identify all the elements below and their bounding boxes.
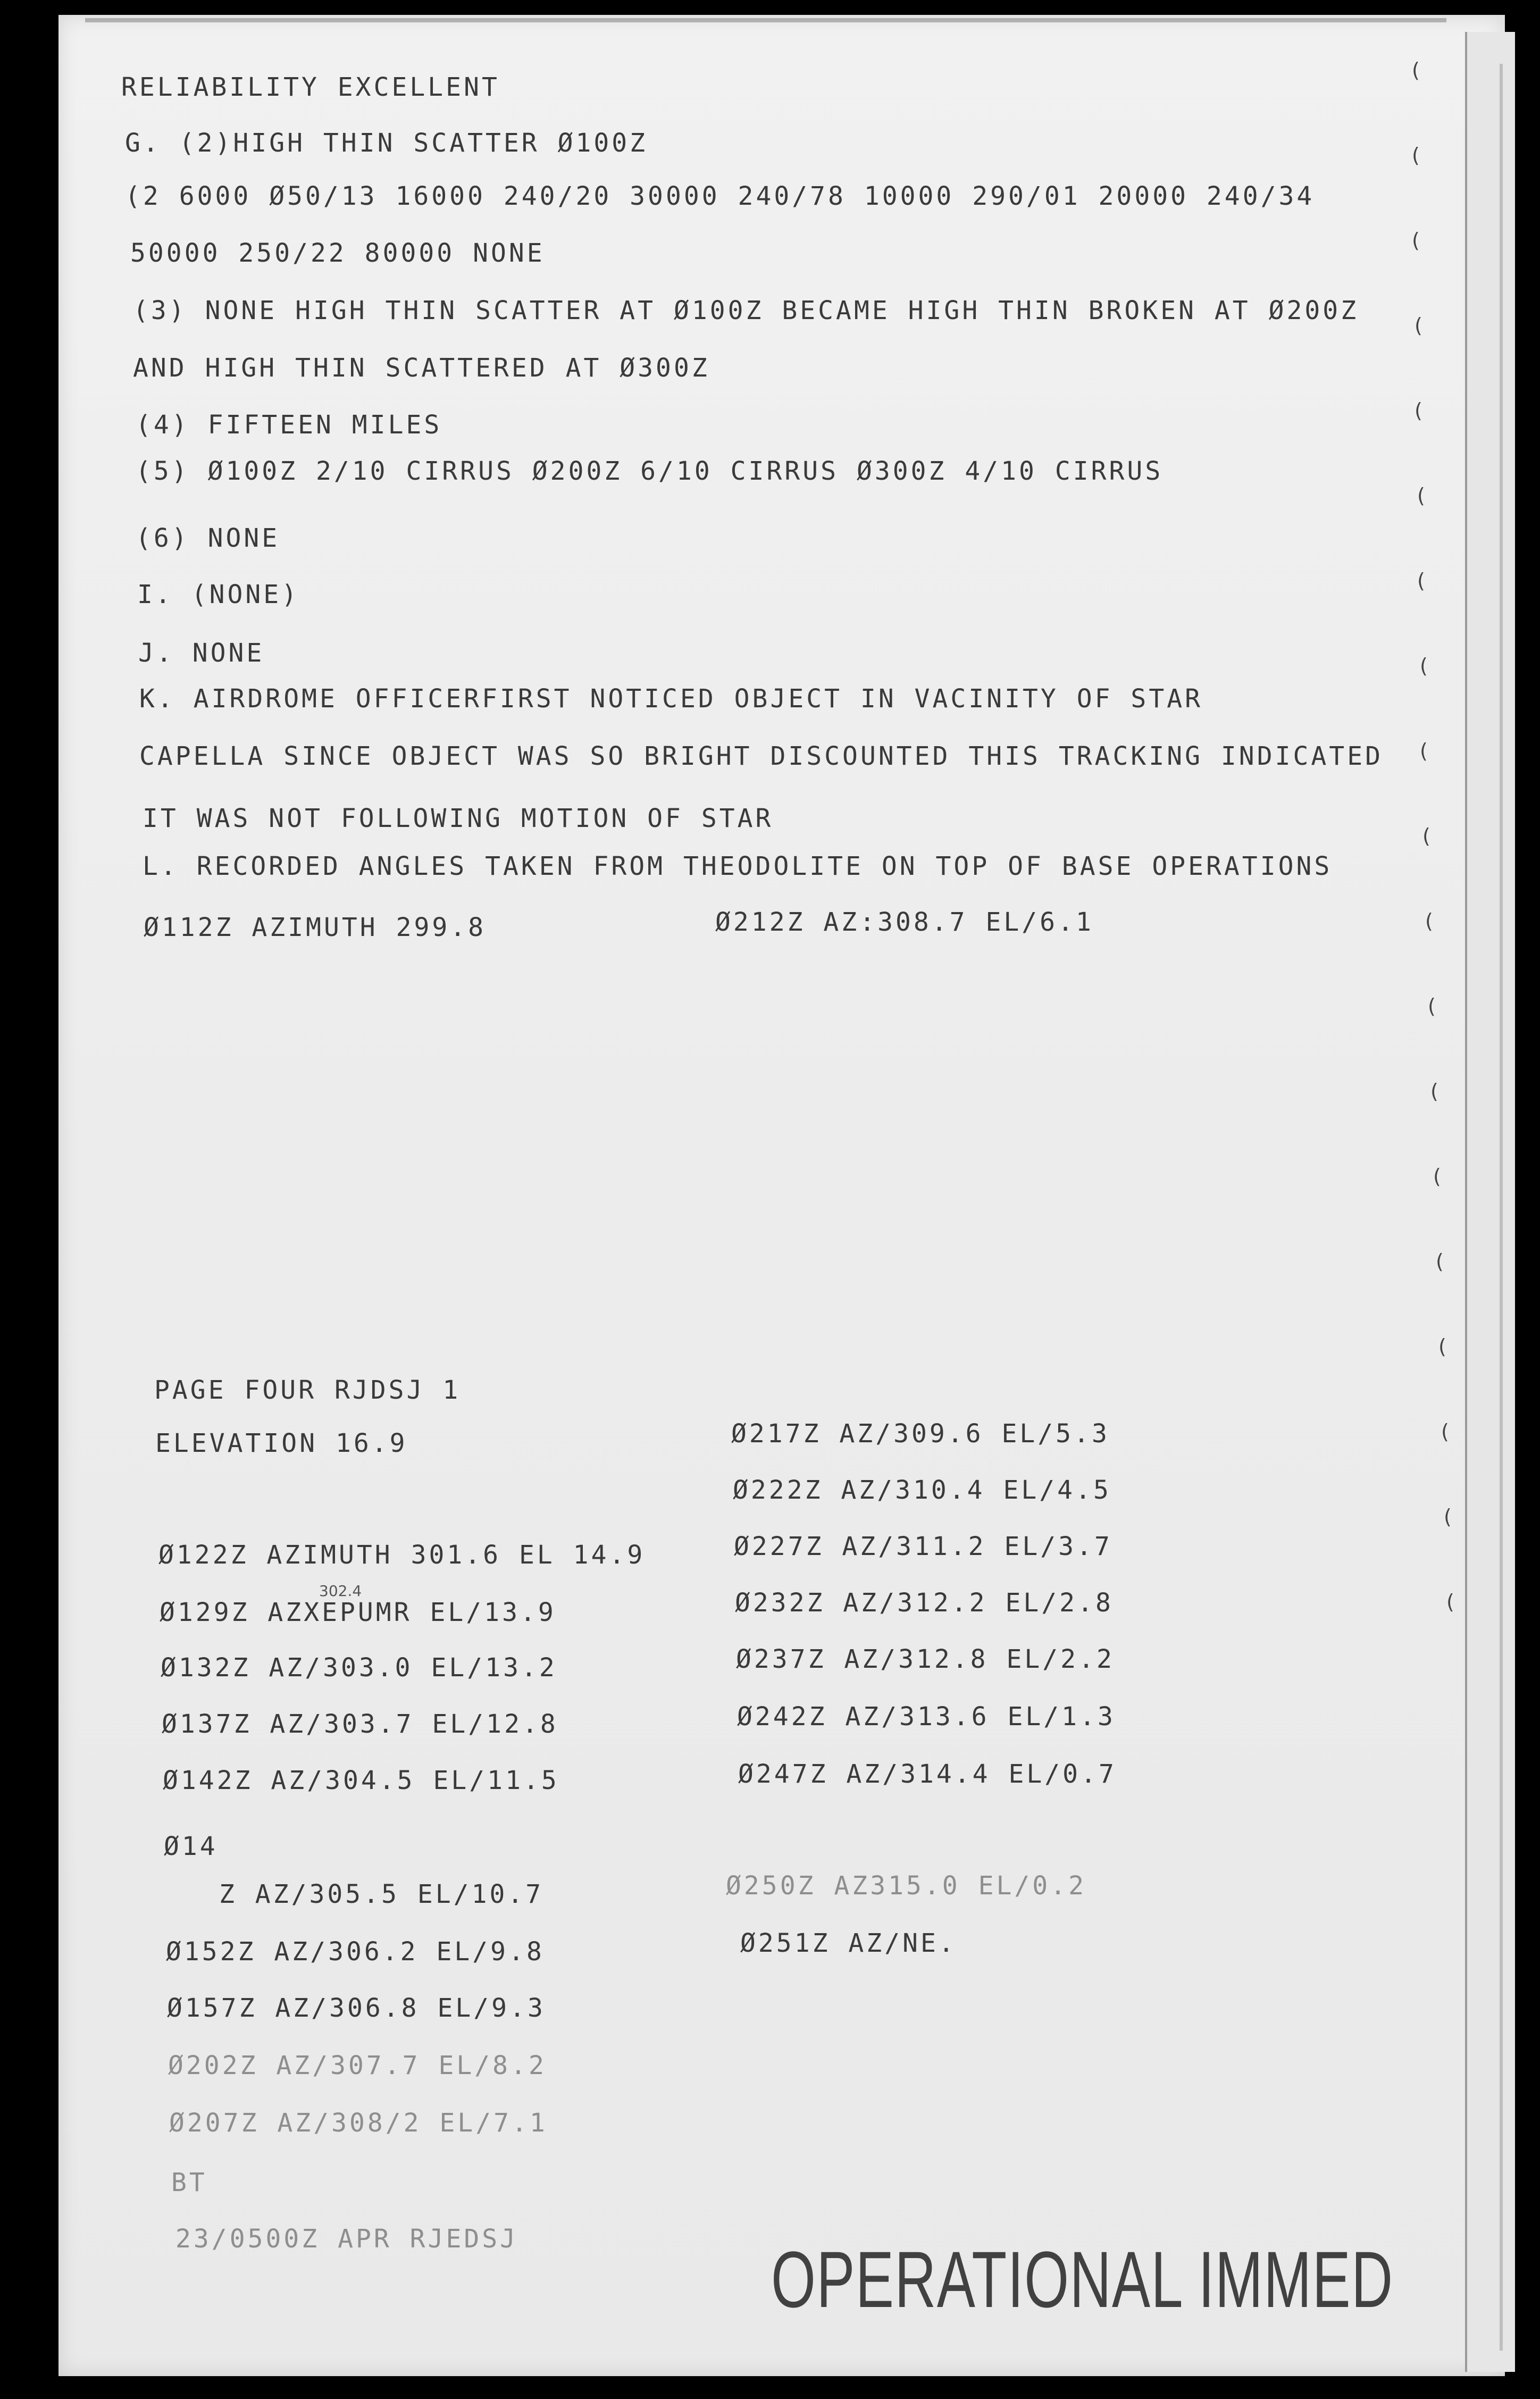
reading-right: Ø222Z AZ/310.4 EL/4.5 <box>733 1475 1111 1505</box>
line-item-5: (5) Ø100Z 2/10 CIRRUS Ø200Z 6/10 CIRRUS Ø300Z 4/10 CIRRUS <box>136 456 1164 486</box>
end-marker: BT <box>171 2168 207 2197</box>
reading-right: Ø237Z AZ/312.8 EL/2.2 <box>736 1644 1115 1674</box>
elevation-line: ELEVATION 16.9 <box>155 1428 408 1458</box>
reading-left: Ø122Z AZIMUTH 301.6 EL 14.9 <box>158 1540 646 1570</box>
precedence-stamp: OPERATIONAL IMMED <box>771 2235 1394 2324</box>
punch-mark: ( <box>1415 399 1422 422</box>
tractor-feed-strip <box>1465 32 1515 2372</box>
line-item-k-cont2: IT WAS NOT FOLLOWING MOTION OF STAR <box>143 804 774 833</box>
punch-mark: ( <box>1412 58 1420 82</box>
page-header: PAGE FOUR RJDSJ 1 <box>154 1375 461 1405</box>
reading-left: Ø129Z AZXEPUMR EL/13.9 <box>160 1598 556 1627</box>
reading-left: Ø132Z AZ/303.0 EL/13.2 <box>161 1653 557 1683</box>
line-item-6: (6) NONE <box>136 523 280 553</box>
punch-mark: ( <box>1433 1165 1441 1188</box>
reading-right: Ø227Z AZ/311.2 EL/3.7 <box>734 1532 1112 1561</box>
punch-mark: ( <box>1420 654 1428 678</box>
punch-mark: ( <box>1420 739 1428 763</box>
punch-mark: ( <box>1422 824 1430 848</box>
reading-left: Z AZ/305.5 EL/10.7 <box>219 1879 544 1909</box>
punch-mark: ( <box>1417 484 1425 507</box>
line-reliability: RELIABILITY EXCELLENT <box>121 72 500 102</box>
punch-mark: ( <box>1412 229 1420 252</box>
reading-right: Ø217Z AZ/309.6 EL/5.3 <box>731 1419 1110 1449</box>
punch-mark: ( <box>1430 1080 1438 1103</box>
reading-right: Ø251Z AZ/NE. <box>740 1928 957 1958</box>
punch-mark: ( <box>1417 569 1425 592</box>
punch-mark: ( <box>1446 1590 1454 1614</box>
line-item-3: (3) NONE HIGH THIN SCATTER AT Ø100Z BECAME HIGH THIN BROKEN AT Ø200Z <box>133 296 1359 325</box>
line-item-k: K. AIRDROME OFFICERFIRST NOTICED OBJECT IN VACINITY OF STAR <box>139 684 1203 714</box>
punch-mark: ( <box>1425 909 1433 933</box>
reading-right: Ø232Z AZ/312.2 EL/2.8 <box>735 1588 1114 1618</box>
line-item-4: (4) FIFTEEN MILES <box>136 410 442 440</box>
top-border-line <box>85 18 1446 22</box>
line-reading-0112: Ø112Z AZIMUTH 299.8 <box>144 913 487 942</box>
punch-mark: ( <box>1441 1420 1449 1443</box>
line-g2: G. (2)HIGH THIN SCATTER Ø100Z <box>125 128 648 158</box>
line-item-j: J. NONE <box>138 638 265 668</box>
reading-left: Ø152Z AZ/306.2 EL/9.8 <box>166 1937 545 1967</box>
reading-left: Ø142Z AZ/304.5 EL/11.5 <box>163 1766 559 1795</box>
line-item-k-cont: CAPELLA SINCE OBJECT WAS SO BRIGHT DISCOUNTED THIS TRACKING INDICATED <box>139 741 1383 771</box>
punch-mark: ( <box>1444 1505 1452 1528</box>
reading-left: Ø14 <box>164 1832 218 1861</box>
reading-left: Ø157Z AZ/306.8 EL/9.3 <box>167 1993 546 2023</box>
punch-mark: ( <box>1428 994 1436 1018</box>
punch-mark: ( <box>1436 1250 1444 1273</box>
line-reading-0212: Ø212Z AZ:308.7 EL/6.1 <box>715 907 1094 937</box>
reading-right: Ø242Z AZ/313.6 EL/1.3 <box>737 1702 1116 1732</box>
line-item-3-cont: AND HIGH THIN SCATTERED AT Ø300Z <box>133 353 710 383</box>
reading-left: Ø137Z AZ/303.7 EL/12.8 <box>162 1709 558 1739</box>
punch-mark: ( <box>1412 144 1420 167</box>
punch-mark: ( <box>1415 314 1422 337</box>
line-winds-1: (2 6000 Ø50/13 16000 240/20 30000 240/78 10000 290/01 20000 240/34 <box>125 181 1315 211</box>
reading-right: Ø247Z AZ/314.4 EL/0.7 <box>738 1759 1117 1789</box>
line-winds-2: 50000 250/22 80000 NONE <box>130 238 545 268</box>
reading-right: Ø250Z AZ315.0 EL/0.2 <box>726 1871 1086 1901</box>
date-time-group: 23/0500Z APR RJEDSJ <box>175 2224 518 2254</box>
punch-mark: ( <box>1438 1335 1446 1358</box>
tractor-feed-edge <box>1500 64 1503 2351</box>
line-item-i: I. (NONE) <box>137 580 300 609</box>
line-item-l: L. RECORDED ANGLES TAKEN FROM THEODOLITE ON TOP OF BASE OPERATIONS <box>143 851 1333 881</box>
reading-left: Ø207Z AZ/308/2 EL/7.1 <box>169 2108 548 2138</box>
reading-left: Ø202Z AZ/307.7 EL/8.2 <box>168 2051 547 2080</box>
handwritten-correction: 302.4 <box>319 1582 362 1600</box>
